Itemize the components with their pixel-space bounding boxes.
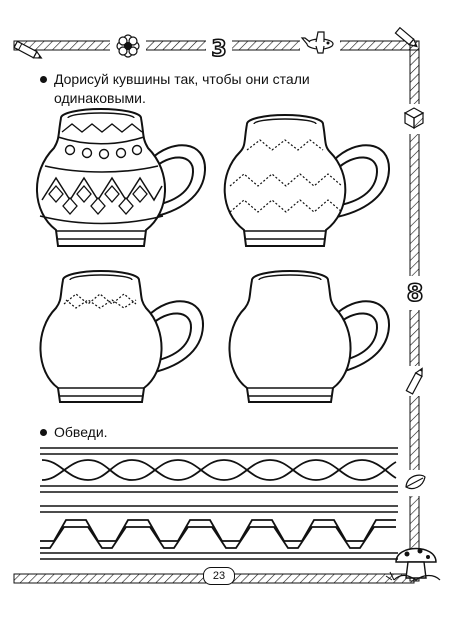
bullet-point (40, 76, 47, 83)
instruction-trace (54, 423, 108, 442)
trace-pattern-braid (40, 448, 398, 492)
instruction-trace-text: Обведи. (54, 424, 108, 440)
number-three-glyph: 3 (211, 37, 227, 62)
jug-trace-zigzag (225, 115, 389, 246)
page-number: 23 (203, 567, 235, 585)
number-eight-glyph: 8 (406, 279, 424, 307)
instruction-line-2: одинаковыми. (54, 90, 146, 106)
flower-icon (117, 35, 139, 57)
jug-trace-neck (40, 271, 203, 402)
bullet-point (40, 429, 47, 436)
jug-sample-decorated (37, 109, 205, 246)
trace-pattern-trapezoid (40, 506, 398, 559)
instruction-complete-jugs (54, 70, 354, 108)
instruction-line-1: Дорисуй кувшины так, чтобы они стали (54, 71, 310, 87)
cube-icon (405, 108, 423, 128)
jug-blank (229, 271, 389, 402)
